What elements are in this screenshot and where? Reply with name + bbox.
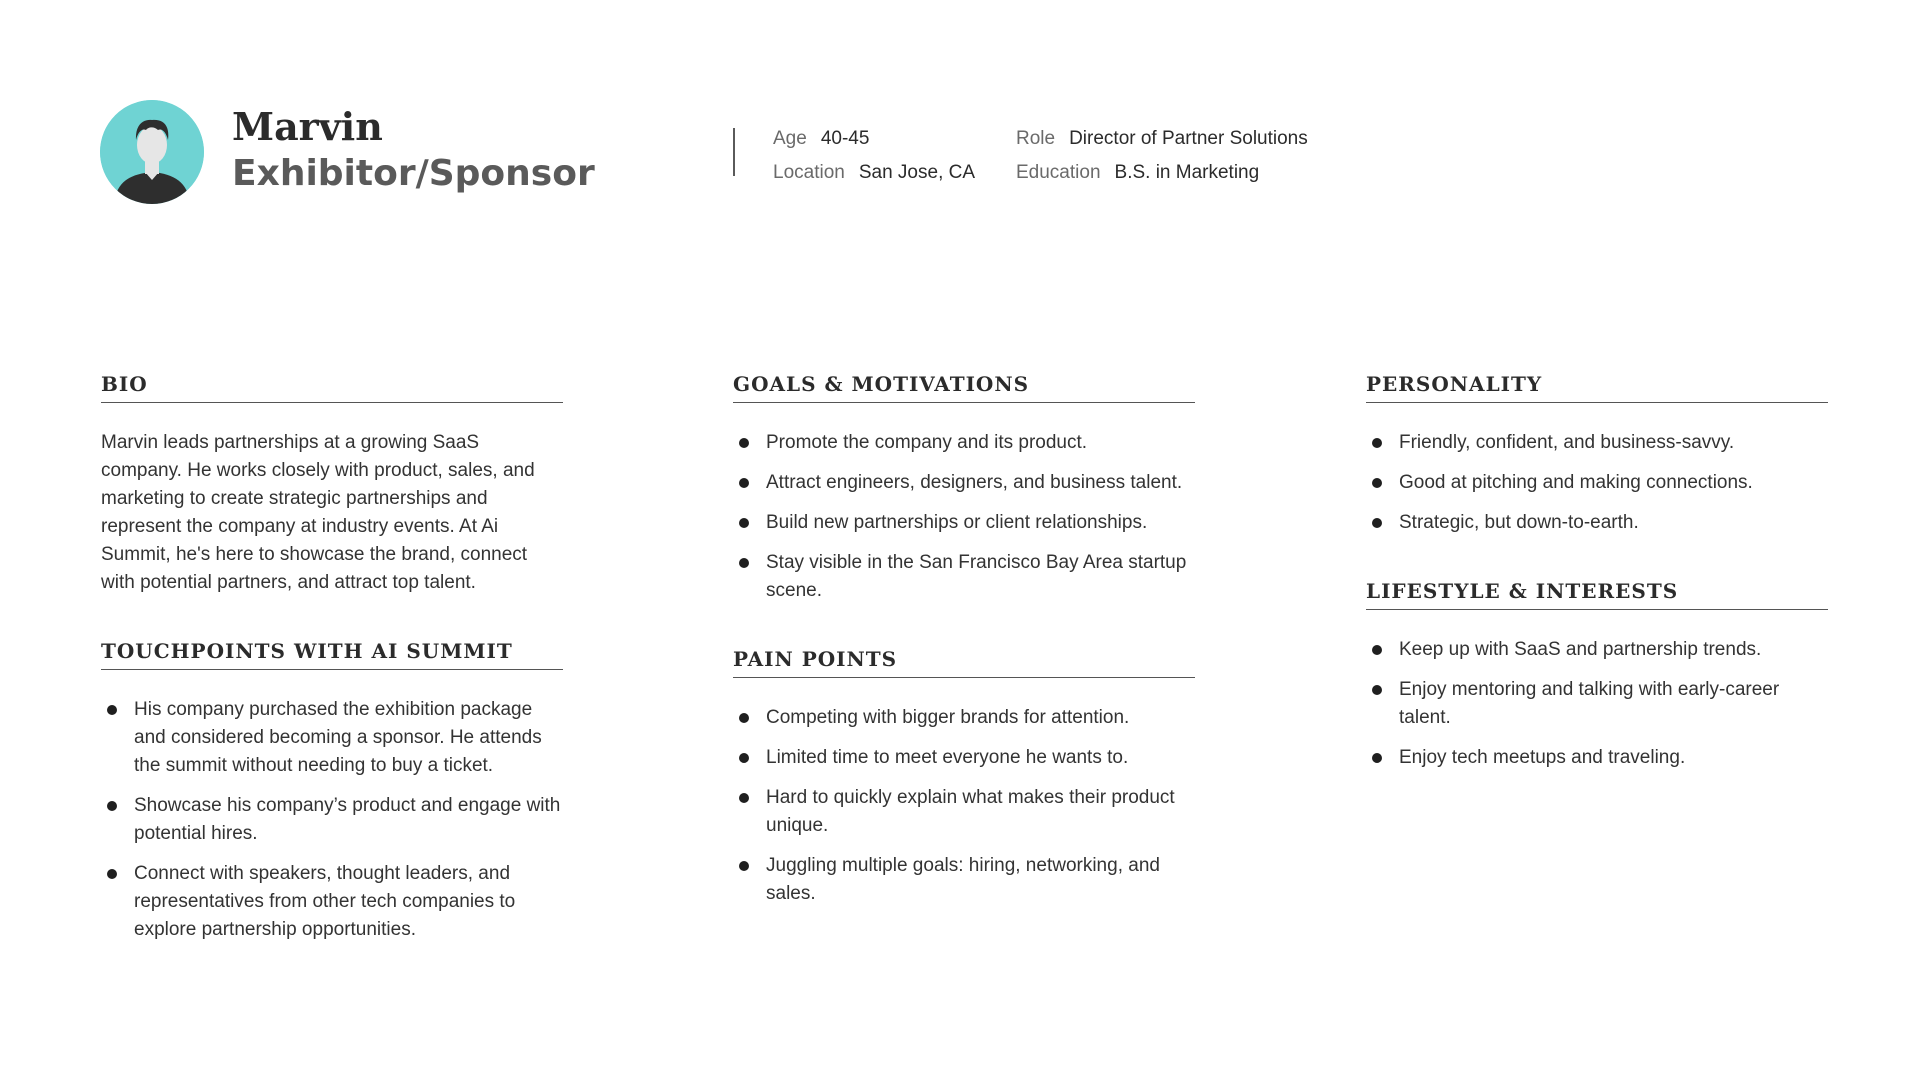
fact-role (1016, 122, 1308, 156)
fact-role-value: Director of Partner Solutions (1069, 128, 1308, 149)
header-divider (733, 128, 735, 176)
list-item-text: Keep up with SaaS and partnership trends. (1399, 639, 1762, 660)
list-item (1366, 509, 1828, 537)
section-bio (101, 372, 563, 597)
bullet-icon (107, 705, 117, 715)
bullet-icon (739, 558, 749, 568)
list-item (101, 696, 563, 780)
list-item (1366, 429, 1828, 457)
bullet-icon (739, 753, 749, 763)
person-silhouette-icon (100, 100, 204, 204)
facts-column-1 (773, 122, 975, 190)
list-item-text: Hard to quickly explain what makes their product unique. (766, 787, 1175, 836)
list-item-text: Limited time to meet everyone he wants to. (766, 747, 1129, 768)
section-title-goals: GOALS & MOTIVATIONS (733, 372, 1195, 403)
list-item-text: Strategic, but down-to-earth. (1399, 512, 1639, 533)
fact-location-label: Location (773, 162, 845, 183)
name-block (232, 104, 595, 198)
bullet-icon (739, 713, 749, 723)
bullet-icon (1372, 438, 1382, 448)
list-item (733, 704, 1195, 732)
fact-education-value: B.S. in Marketing (1114, 162, 1260, 183)
section-goals (733, 372, 1195, 605)
section-title-touchpoints: TOUCHPOINTS WITH AI SUMMIT (101, 639, 563, 670)
fact-role-label: Role (1016, 128, 1056, 149)
bullet-icon (1372, 478, 1382, 488)
list-item (733, 852, 1195, 908)
lifestyle-list (1366, 636, 1828, 772)
list-item (733, 469, 1195, 497)
touchpoints-list (101, 696, 563, 944)
list-item (1366, 636, 1828, 664)
list-item (1366, 676, 1828, 732)
list-item-text: Attract engineers, designers, and business talent. (766, 472, 1183, 493)
list-item-text: Juggling multiple goals: hiring, networking, and sales. (766, 855, 1160, 904)
fact-location (773, 156, 975, 190)
persona-role: Exhibitor/Sponsor (232, 153, 595, 194)
pain-points-list (733, 704, 1195, 908)
list-item (101, 860, 563, 944)
list-item-text: Friendly, confident, and business-savvy. (1399, 432, 1735, 453)
column-left (101, 372, 563, 986)
bullet-icon (739, 438, 749, 448)
goals-list (733, 429, 1195, 605)
list-item-text: Good at pitching and making connections. (1399, 472, 1753, 493)
list-item-text: Connect with speakers, thought leaders, and representatives from other tech companies to explore partnership opportunities. (134, 863, 516, 940)
bullet-icon (1372, 518, 1382, 528)
bullet-icon (107, 801, 117, 811)
list-item-text: Stay visible in the San Francisco Bay Area startup scene. (766, 552, 1187, 601)
persona-header (100, 100, 1820, 204)
persona-name: Marvin (232, 104, 383, 149)
bullet-icon (1372, 685, 1382, 695)
list-item (733, 429, 1195, 457)
bullet-icon (1372, 753, 1382, 763)
list-item-text: Promote the company and its product. (766, 432, 1088, 453)
list-item (101, 792, 563, 848)
facts-column-2 (1016, 122, 1308, 190)
section-title-pain-points: PAIN POINTS (733, 647, 1195, 678)
list-item-text: Build new partnerships or client relationships. (766, 512, 1148, 533)
bullet-icon (107, 869, 117, 879)
column-right (1366, 372, 1828, 814)
list-item-text: Showcase his company’s product and engage with potential hires. (134, 795, 561, 844)
section-title-bio: BIO (101, 372, 563, 403)
list-item-text: Enjoy tech meetups and traveling. (1399, 747, 1686, 768)
section-pain-points (733, 647, 1195, 908)
list-item-text: His company purchased the exhibition package and considered becoming a sponsor. He attends the summit without needing to buy a ticket. (134, 699, 542, 776)
section-touchpoints (101, 639, 563, 944)
bullet-icon (739, 793, 749, 803)
section-title-lifestyle: LIFESTYLE & INTERESTS (1366, 579, 1828, 610)
bullet-icon (739, 861, 749, 871)
section-personality (1366, 372, 1828, 537)
list-item (733, 549, 1195, 605)
list-item (1366, 469, 1828, 497)
list-item (733, 744, 1195, 772)
fact-location-value: San Jose, CA (858, 162, 976, 183)
section-title-personality: PERSONALITY (1366, 372, 1828, 403)
fact-age (773, 122, 975, 156)
section-lifestyle (1366, 579, 1828, 772)
bio-text: Marvin leads partnerships at a growing SaaS company. He works closely with product, sales, and marketing to create strategic partnerships and represent the company at industry events. At Ai Summit, he's here to showcase the brand, connect with potential partners, and attract top talent. (101, 432, 535, 593)
list-item (733, 509, 1195, 537)
fact-age-label: Age (773, 128, 807, 149)
fact-education (1016, 156, 1308, 190)
bullet-icon (739, 478, 749, 488)
column-middle (733, 372, 1195, 950)
bullet-icon (1372, 645, 1382, 655)
avatar (100, 100, 204, 204)
list-item (733, 784, 1195, 840)
bullet-icon (739, 518, 749, 528)
fact-age-value: 40-45 (820, 128, 870, 149)
fact-education-label: Education (1016, 162, 1101, 183)
personality-list (1366, 429, 1828, 537)
list-item (1366, 744, 1828, 772)
list-item-text: Enjoy mentoring and talking with early-career talent. (1399, 679, 1780, 728)
list-item-text: Competing with bigger brands for attention. (766, 707, 1130, 728)
